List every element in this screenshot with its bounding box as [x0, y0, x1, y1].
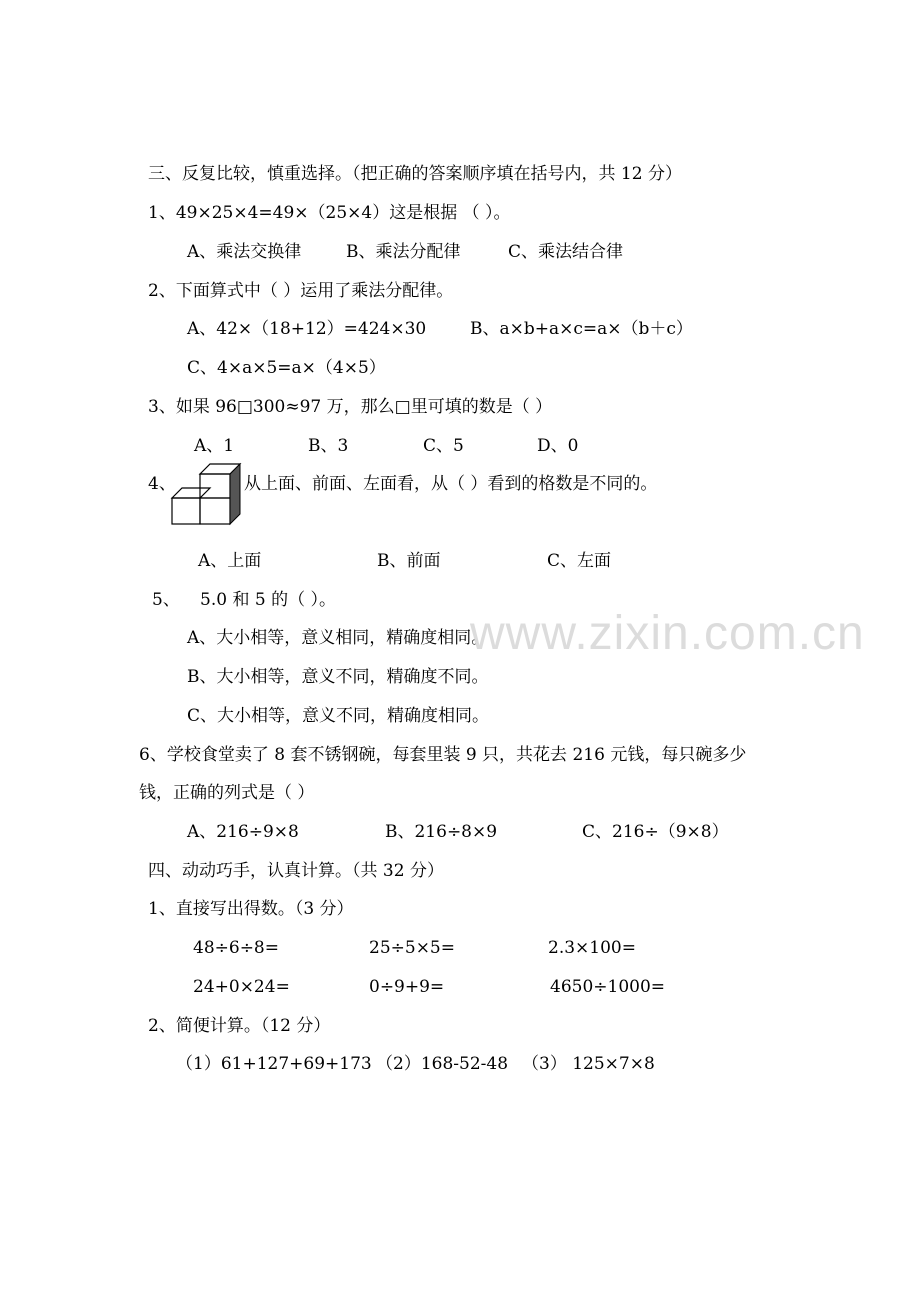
calc2-item3: （3） 125×7×8 — [522, 1054, 655, 1074]
q2-option-c: C、4×a×5=a×（4×5） — [187, 358, 386, 378]
q5-option-a: A、大小相等，意义相同，精确度相同。 — [187, 628, 489, 648]
q4-option-b: B、前面 — [377, 551, 441, 571]
q5-stem: 5.0 和 5 的（ ）。 — [200, 590, 336, 610]
q1-option-c: C、乘法结合律 — [508, 242, 624, 262]
q1-stem: 1、49×25×4=49×（25×4）这是根据 （ ）。 — [148, 203, 511, 223]
q3-stem: 3、如果 96□300≈97 万，那么□里可填的数是（ ） — [148, 397, 553, 417]
calc1-row2-item2: 0÷9+9= — [369, 977, 445, 997]
section4-heading: 四、动动巧手，认真计算。（共 32 分） — [148, 861, 444, 881]
calc2-item2: （2）168-52-48 — [376, 1054, 509, 1074]
q4-stem: 从上面、前面、左面看，从（ ）看到的格数是不同的。 — [244, 474, 658, 494]
q5-option-b: B、大小相等，意义不同，精确度不同。 — [187, 667, 489, 687]
q4-number: 4、 — [148, 474, 176, 494]
q2-stem: 2、下面算式中（ ）运用了乘法分配律。 — [148, 281, 454, 301]
stacked-cubes-icon — [170, 462, 246, 528]
watermark: www.zixin.com.cn — [470, 607, 865, 660]
section3-heading: 三、反复比较，慎重选择。（把正确的答案顺序填在括号内，共 12 分） — [148, 164, 682, 184]
calc2-title: 2、简便计算。（12 分） — [148, 1016, 331, 1036]
calc1-row1-item1: 48÷6÷8= — [193, 938, 279, 958]
calc1-row2-item3: 4650÷1000= — [550, 977, 666, 997]
q2-option-a: A、42×（18+12）=424×30 — [187, 319, 427, 339]
q6-stem-line2: 钱，正确的列式是（ ） — [139, 783, 315, 803]
calc1-row1-item3: 2.3×100= — [548, 938, 636, 958]
q3-option-c: C、5 — [423, 436, 464, 456]
q6-option-b: B、216÷8×9 — [385, 822, 498, 842]
q6-stem-line1: 6、学校食堂卖了 8 套不锈钢碗，每套里装 9 只，共花去 216 元钱，每只碗多少 — [139, 745, 747, 765]
q3-option-a: A、1 — [194, 436, 235, 456]
q2-option-b: B、a×b+a×c=a×（b＋c） — [470, 319, 693, 339]
q1-option-b: B、乘法分配律 — [346, 242, 461, 262]
q1-option-a: A、乘法交换律 — [187, 242, 302, 262]
q3-option-b: B、3 — [308, 436, 349, 456]
q4-option-c: C、左面 — [547, 551, 612, 571]
calc1-row2-item1: 24+0×24= — [193, 977, 290, 997]
calc2-item1: （1）61+127+69+173 — [176, 1054, 372, 1074]
q4-option-a: A、上面 — [198, 551, 262, 571]
q5-option-c: C、大小相等，意义不同，精确度相同。 — [187, 706, 490, 726]
calc1-row1-item2: 25÷5×5= — [369, 938, 455, 958]
calc1-title: 1、直接写出得数。（3 分） — [148, 899, 354, 919]
q6-option-a: A、216÷9×8 — [187, 822, 299, 842]
q3-option-d: D、0 — [537, 436, 579, 456]
q6-option-c: C、216÷（9×8） — [582, 822, 729, 842]
q5-number: 5、 — [152, 590, 180, 610]
